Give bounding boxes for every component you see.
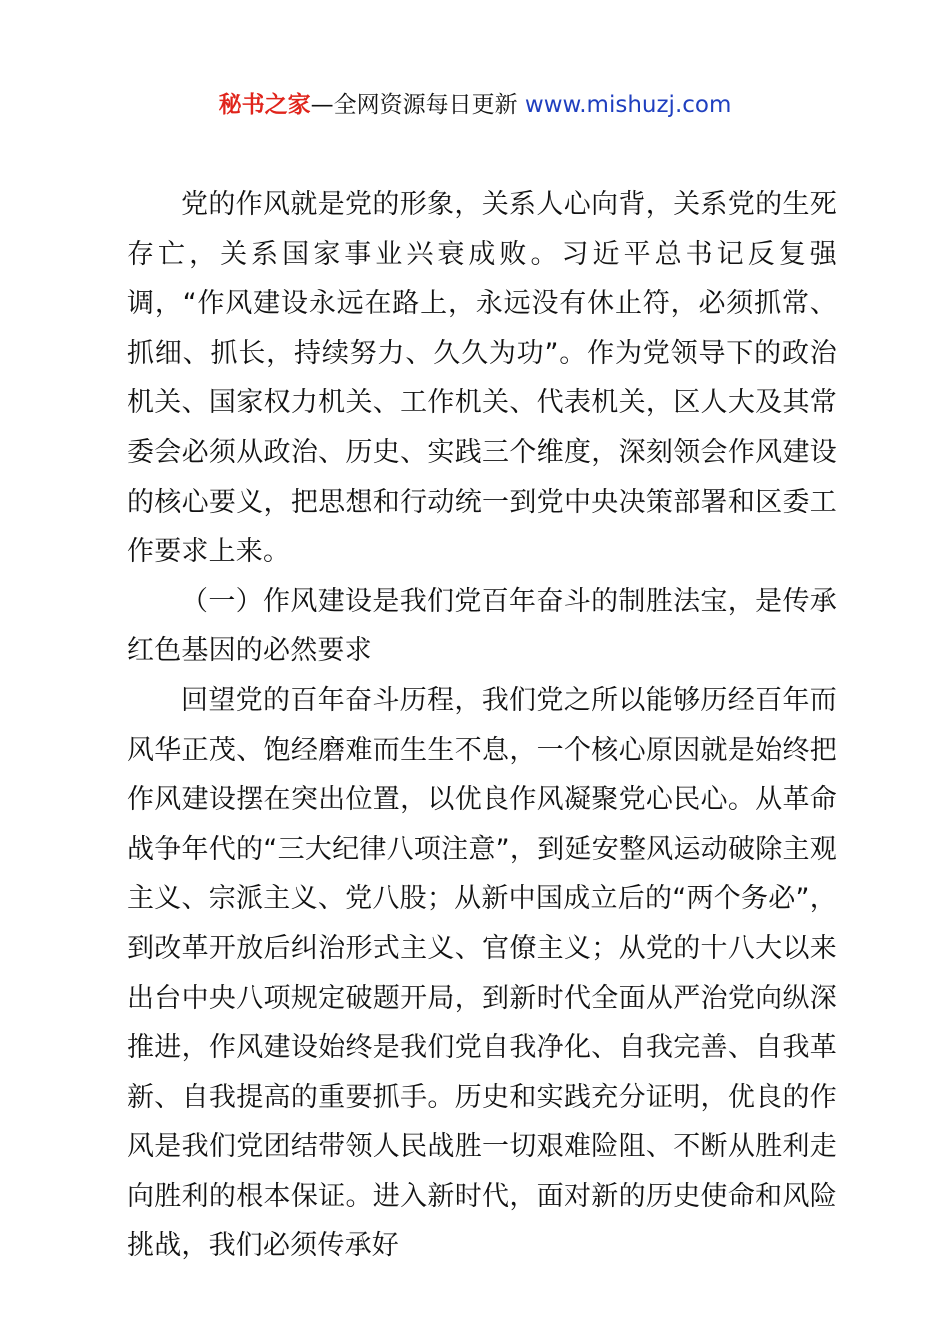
section-heading: （一）作风建设是我们党百年奋斗的制胜法宝，是传承红色基因的必然要求 <box>127 585 837 667</box>
intro-paragraph: 党的作风就是党的形象，关系人心向背，关系党的生死存亡，关系国家事业兴衰成败。习近平总书记反复强调，“作风建设永远在路上，永远没有休止符，必须抓常、抓细、抓长，持续努力、久久为功”。作为党领导下的政治机关、国家权力机关、工作机关、代表机关，区人大及其常委会必须从政治、历史、实践三个维度，深刻领会作风建设的核心要义，把思想和行动统一到党中央决策部署和区委工作要求上来。 <box>127 189 837 568</box>
brand-name: 秘书之家 <box>218 92 311 118</box>
body-paragraph: 回望党的百年奋斗历程，我们党之所以能够历经百年而风华正茂、饱经磨难而生生不息，一个核心原因就是始终把作风建设摆在突出位置，以优良作风凝聚党心民心。从革命战争年代的“三大纪律八项注意”，到延安整风运动破除主观主义、宗派主义、党八股；从新中国成立后的“两个务必”，到改革开放后纠治形式主义、官僚主义；从党的十八大以来出台中央八项规定破题开局，到新时代全面从严治党向纵深推进，作风建设始终是我们党自我净化、自我完善、自我革新、自我提高的重要抓手。历史和实践充分证明，优良的作风是我们党团结带领人民战胜一切艰难险阻、不断从胜利走向胜利的根本保证。进入新时代，面对新的历史使命和风险挑战，我们必须传承好 <box>127 684 837 1262</box>
site-header <box>0 88 950 122</box>
header-tagline: —全网资源每日更新 <box>310 92 518 118</box>
site-url-link[interactable]: www.mishuzj.com <box>524 92 732 118</box>
document-body <box>127 180 837 1271</box>
